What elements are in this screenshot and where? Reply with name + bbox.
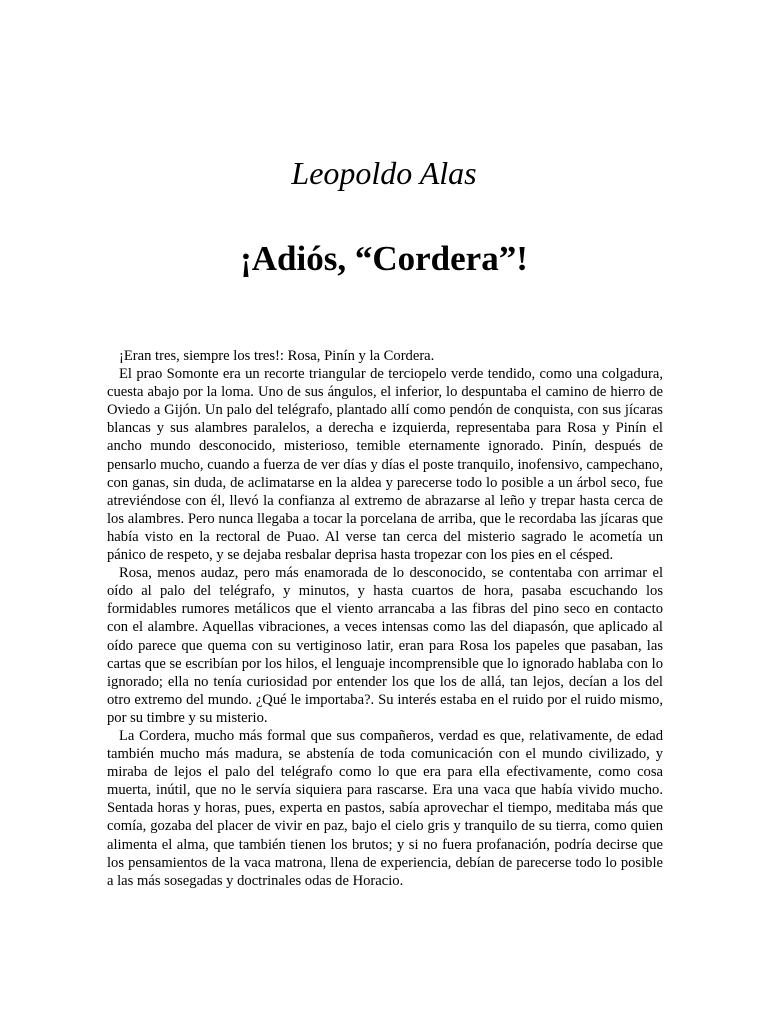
paragraph: ¡Eran tres, siempre los tres!: Rosa, Pinín y la Cordera.	[119, 348, 435, 364]
story-title: ¡Adiós, “Cordera”!	[240, 239, 528, 278]
paragraph: Rosa, menos audaz, pero más enamorada de lo desconocido, se contentaba con arrimar el oído al palo del telégrafo, y minutos, y hasta cuartos de hora, pasaba escuchando los formidables rumores metálicos que el viento arrancaba a las fibras del pino seco en contacto con el alambre. Aquellas vibraciones, a veces intensas como las del diapasón, que aplicado al oído parece que quema con su vertiginoso latir, eran para Rosa los papeles que pasaban, las cartas que se escribían por los hilos, el lenguaje incomprensible que lo ignorado hablaba con lo ignorado; ella no tenía curiosidad por entender los que los de allá, tan lejos, decían a los del otro extremo del mundo. ¿Qué le importaba?. Su interés estaba en el ruido por el ruido mismo, por su timbre y su misterio.	[107, 565, 663, 726]
story-body	[107, 347, 663, 890]
paragraph: La Cordera, mucho más formal que sus compañeros, verdad es que, relativamente, de edad también mucho más madura, se abstenía de toda comunicación con el mundo civilizado, y miraba de lejos el palo del telégrafo como lo que era para ella efectivamente, como cosa muerta, inútil, que no le servía siquiera para rascarse. Era una vaca que había vivido mucho. Sentada horas y horas, pues, experta en pastos, sabía aprovechar el tiempo, meditaba más que comía, gozaba del placer de vivir en paz, bajo el cielo gris y tranquilo de su tierra, como quien alimenta el alma, que también tienen los brutos; y si no fuera profanación, podría decirse que los pensamientos de la vaca matrona, llena de experiencia, debían de parecerse todo lo posible a las más sosegadas y doctrinales odas de Horacio.	[107, 727, 663, 889]
paragraph: El prao Somonte era un recorte triangular de terciopelo verde tendido, como una colgadura, cuesta abajo por la loma. Uno de sus ángulos, el inferior, lo despuntaba el camino de hierro de Oviedo a Gijón. Un palo del telégrafo, plantado allí como pendón de conquista, con sus jícaras blancas y sus alambres paralelos, a derecha e izquierda, representaba para Rosa y Pinín el ancho mundo desconocido, misterioso, temible eternamente ignorado. Pinín, después de pensarlo mucho, cuando a fuerza de ver días y días el poste tranquilo, inofensivo, campechano, con ganas, sin duda, de aclimatarse en la aldea y parecerse todo lo posible a un árbol seco, fue atreviéndose con él, llevó la confianza al extremo de abrazarse al leño y trepar hasta cerca de los alambres. Pero nunca llegaba a tocar la porcelana de arriba, que le recordaba las jícaras que había visto en la rectoral de Puao. Al verse tan cerca del misterio sagrado le acometía un pánico de respeto, y se dejaba resbalar deprisa hasta tropezar con los pies en el césped.	[107, 366, 663, 564]
author-name: Leopoldo Alas	[291, 155, 477, 191]
